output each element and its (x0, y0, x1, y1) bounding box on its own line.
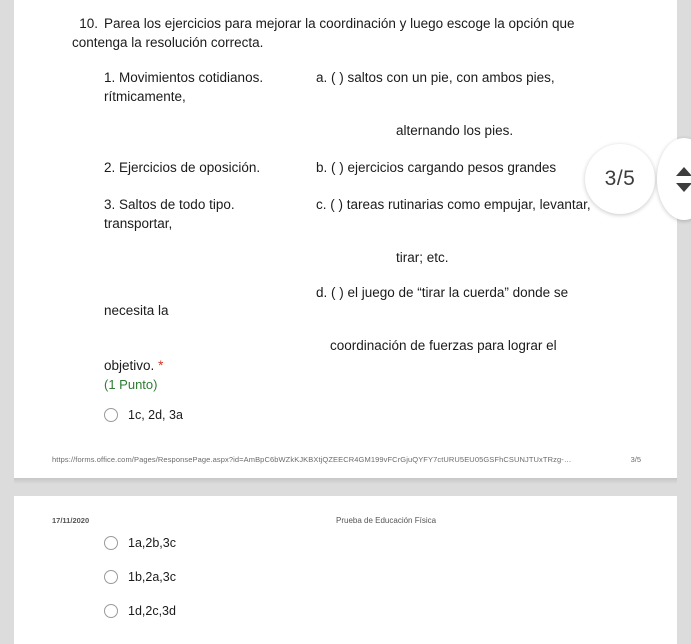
required-marker: * (158, 358, 164, 373)
match-right-item-b: b. ( ) ejercicios cargando pesos grandes (316, 160, 557, 175)
question-number: 10. (79, 16, 98, 31)
answer-option-3[interactable] (104, 570, 632, 584)
radio-icon[interactable] (104, 408, 118, 422)
page-footer-number: 3/5 (630, 455, 641, 464)
answer-option-4-label: 1d,2c,3d (128, 604, 176, 618)
answer-option-2[interactable] (104, 536, 632, 550)
page-divider (14, 478, 677, 484)
match-left-item-1: 1. Movimientos cotidianos. (104, 70, 264, 85)
points-label: (1 Punto) (104, 377, 158, 392)
match-right-item-d-cont: coordinación de fuerzas para lograr el (330, 338, 557, 353)
question-text: Parea los ejercicios para mejorar la coordinación y luego escoge la opción que contenga la resolución correcta. (72, 16, 575, 51)
document-page-1 (14, 0, 677, 478)
match-right-item-a-cont: alternando los pies. (396, 123, 514, 138)
page-header-date: 17/11/2020 (52, 516, 90, 525)
caret-down-icon[interactable] (676, 183, 691, 192)
objective-text: objetivo. (104, 358, 155, 373)
radio-icon[interactable] (104, 536, 118, 550)
page-footer-url: https://forms.office.com/Pages/ResponsePage.aspx?id=AmBpC6bWZkKJKBXtjQZEECR4GM199vFCrGjuQYFY7ctURU5EU05GSFhCSUNJTUxTRzg-… (52, 455, 572, 464)
answer-option-3-label: 1b,2a,3c (128, 570, 176, 584)
match-left-text-necesita: necesita la (104, 303, 169, 318)
match-left-item-2: 2. Ejercicios de oposición. (104, 160, 261, 175)
question-block (72, 14, 632, 52)
match-right-item-d: d. ( ) el juego de “tirar la cuerda” donde se (316, 285, 569, 300)
radio-icon[interactable] (104, 570, 118, 584)
radio-icon[interactable] (104, 604, 118, 618)
caret-up-icon[interactable] (676, 167, 691, 176)
match-left-item-3: 3. Saltos de todo tipo. (104, 197, 235, 212)
page-indicator: 3/5 (585, 144, 655, 214)
document-page-2 (14, 496, 677, 644)
match-left-item-1-cont: rítmicamente, (104, 89, 186, 104)
page-header-title: Prueba de Educación Física (336, 516, 437, 525)
answer-option-2-label: 1a,2b,3c (128, 536, 176, 550)
match-right-item-c: c. ( ) tareas rutinarias como empujar, levantar, (316, 197, 591, 212)
objective-line (104, 356, 163, 376)
answer-option-1-label: 1c, 2d, 3a (128, 408, 183, 422)
matching-columns (104, 68, 632, 392)
match-left-item-3-cont: transportar, (104, 216, 173, 231)
match-right-item-c-cont: tirar; etc. (396, 250, 449, 265)
match-right-item-a: a. ( ) saltos con un pie, con ambos pies, (316, 70, 555, 85)
answer-option-1[interactable] (104, 408, 632, 422)
answer-option-4[interactable] (104, 604, 632, 618)
